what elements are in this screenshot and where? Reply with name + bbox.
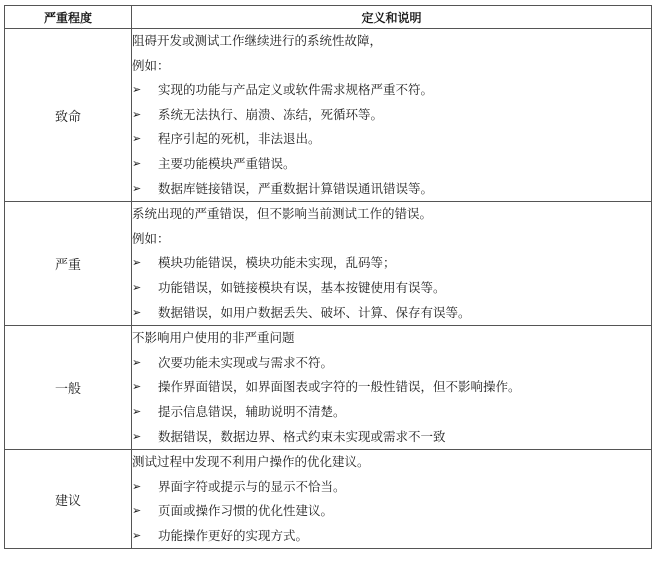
description-text: 不影响用户使用的非严重问题 bbox=[132, 330, 295, 346]
arrow-bullet-icon: ➢ bbox=[132, 479, 142, 493]
list-item bbox=[132, 425, 651, 450]
severity-level: 一般 bbox=[5, 326, 132, 450]
list-item-text: 操作界面错误，如界面图表或字符的一般性错误，但不影响操作。 bbox=[158, 379, 521, 395]
arrow-bullet-icon: ➢ bbox=[132, 528, 142, 542]
list-item-text: 主要功能模块严重错误。 bbox=[158, 155, 296, 171]
arrow-bullet-icon: ➢ bbox=[132, 380, 142, 394]
list-item-text: 页面或操作习惯的优化性建议。 bbox=[158, 503, 334, 519]
description-text: 例如： bbox=[132, 230, 170, 246]
arrow-bullet-icon: ➢ bbox=[132, 107, 142, 121]
list-item bbox=[132, 499, 651, 524]
description-text: 阻碍开发或测试工作继续进行的系统性故障， bbox=[132, 33, 383, 48]
arrow-bullet-icon: ➢ bbox=[132, 355, 142, 369]
list-item-text: 提示信息错误，辅助说明不清楚。 bbox=[158, 403, 346, 419]
severity-description bbox=[132, 202, 652, 326]
arrow-bullet-icon: ➢ bbox=[132, 504, 142, 518]
arrow-bullet-icon: ➢ bbox=[132, 404, 142, 418]
description-text: 例如： bbox=[132, 57, 170, 73]
list-item bbox=[132, 78, 651, 103]
list-item-text: 次要功能未实现或与需求不符。 bbox=[158, 354, 334, 370]
severity-level: 严重 bbox=[5, 202, 132, 326]
list-item bbox=[132, 103, 651, 128]
list-item-text: 实现的功能与产品定义或软件需求规格严重不符。 bbox=[158, 82, 434, 98]
list-item-text: 系统无法执行、崩溃、冻结，死循环等。 bbox=[158, 106, 384, 122]
list-item bbox=[132, 276, 651, 301]
severity-level: 致命 bbox=[5, 29, 132, 202]
list-item bbox=[132, 251, 651, 276]
list-item-text: 模块功能错误，模块功能未实现，乱码等； bbox=[158, 255, 396, 271]
severity-row bbox=[5, 202, 652, 326]
list-item bbox=[132, 301, 651, 326]
arrow-bullet-icon: ➢ bbox=[132, 305, 142, 319]
severity-level: 建议 bbox=[5, 450, 132, 549]
severity-description bbox=[132, 29, 652, 202]
arrow-bullet-icon: ➢ bbox=[132, 132, 142, 146]
severity-description bbox=[132, 326, 652, 450]
list-item-text: 数据错误，数据边界、格式约束未实现或需求不一致 bbox=[158, 428, 446, 444]
header-level: 严重程度 bbox=[5, 6, 132, 29]
severity-row bbox=[5, 326, 652, 450]
severity-table bbox=[4, 5, 652, 549]
list-item-text: 数据错误，如用户数据丢失、破坏、计算、保存有误等。 bbox=[158, 304, 471, 320]
header-definition: 定义和说明 bbox=[132, 6, 652, 29]
list-item-text: 功能操作更好的实现方式。 bbox=[158, 527, 309, 543]
list-item-text: 程序引起的死机，非法退出。 bbox=[158, 131, 321, 147]
description-text: 测试过程中发现不利用户操作的优化建议。 bbox=[132, 454, 370, 470]
arrow-bullet-icon: ➢ bbox=[132, 256, 142, 270]
list-item-text: 数据库链接错误，严重数据计算错误通讯错误等。 bbox=[158, 180, 434, 196]
list-item bbox=[132, 152, 651, 177]
description-text: 系统出现的严重错误，但不影响当前测试工作的错误。 bbox=[132, 206, 433, 222]
severity-description bbox=[132, 450, 652, 549]
list-item bbox=[132, 524, 651, 549]
list-item bbox=[132, 127, 651, 152]
severity-row bbox=[5, 29, 652, 202]
list-item bbox=[132, 177, 651, 202]
arrow-bullet-icon: ➢ bbox=[132, 280, 142, 294]
list-item-text: 界面字符或提示与的显示不恰当。 bbox=[158, 478, 346, 494]
list-item bbox=[132, 400, 651, 425]
list-item-text: 功能错误，如链接模块有误，基本按键使用有误等。 bbox=[158, 279, 446, 295]
list-item bbox=[132, 475, 651, 500]
arrow-bullet-icon: ➢ bbox=[132, 181, 142, 195]
severity-row bbox=[5, 450, 652, 549]
header-row bbox=[5, 6, 652, 29]
list-item bbox=[132, 375, 651, 400]
arrow-bullet-icon: ➢ bbox=[132, 156, 142, 170]
arrow-bullet-icon: ➢ bbox=[132, 83, 142, 97]
arrow-bullet-icon: ➢ bbox=[132, 429, 142, 443]
list-item bbox=[132, 351, 651, 376]
